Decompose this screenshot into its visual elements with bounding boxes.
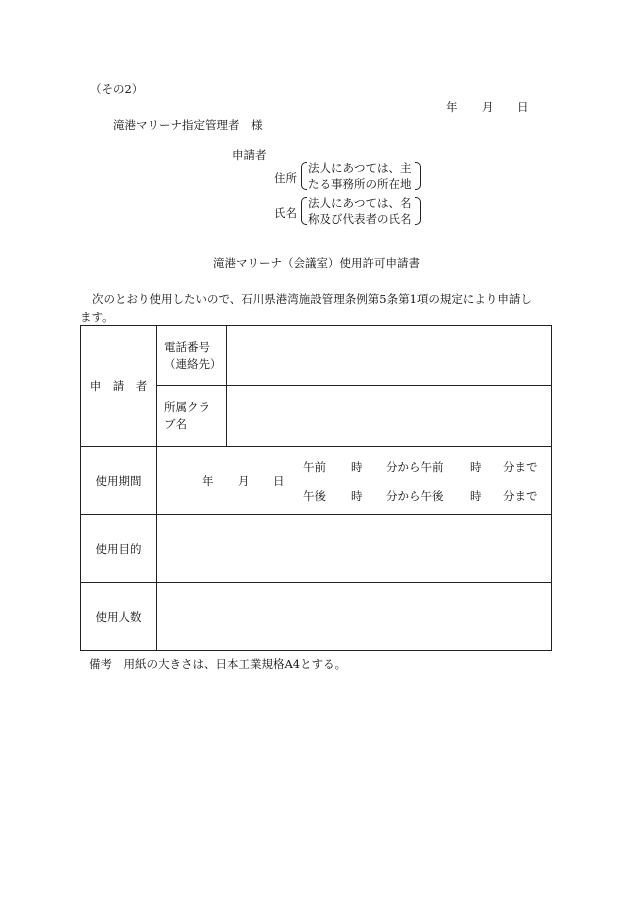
phone-label-cell xyxy=(157,326,227,386)
club-label-cell xyxy=(157,386,227,447)
name-note-open-bracket xyxy=(301,197,307,225)
period-day-unit: 日 xyxy=(273,474,285,488)
applicant-header-cell: 申 請 者 xyxy=(81,326,157,447)
body-text-line-2: ます。 xyxy=(80,310,114,324)
am-hour-2: 時 xyxy=(470,460,482,474)
application-table xyxy=(80,325,552,651)
period-label-cell: 使用期間 xyxy=(81,447,157,515)
period-month-unit: 月 xyxy=(238,474,250,488)
am-minute-until: 分まで xyxy=(503,460,538,474)
body-text-line-1: 次のとおり使用したいので、石川県港湾施設管理条例第5条第1項の規定により申請し xyxy=(92,292,532,306)
pm-minute-from: 分から午後 xyxy=(386,489,444,503)
address-label: 住所 xyxy=(274,171,297,185)
address-note-open-bracket xyxy=(301,162,307,190)
purpose-label-cell: 使用目的 xyxy=(81,515,157,583)
table-row-phone xyxy=(81,326,552,386)
phone-input-cell[interactable] xyxy=(227,326,552,386)
pm-minute-until: 分まで xyxy=(503,489,538,503)
name-note-close-bracket xyxy=(415,197,421,225)
form-number: （その2） xyxy=(90,82,144,96)
date-month-unit: 月 xyxy=(482,100,494,114)
am-minute-from: 分から午前 xyxy=(386,460,444,474)
am-hour: 時 xyxy=(351,460,363,474)
document-title: 滝港マリーナ（会議室）使用許可申請書 xyxy=(213,256,420,270)
pm-start: 午後 xyxy=(303,489,326,503)
people-label-cell: 使用人数 xyxy=(81,583,157,651)
am-start: 午前 xyxy=(303,460,326,474)
name-note-line-1: 法人にあつては、名 xyxy=(308,196,412,210)
address-note-line-2: たる事務所の所在地 xyxy=(308,177,412,191)
people-input-cell[interactable] xyxy=(157,583,552,651)
pm-hour: 時 xyxy=(351,489,363,503)
applicant-label: 申請者 xyxy=(232,148,267,162)
address-note-line-1: 法人にあつては、主 xyxy=(308,161,412,175)
name-note-line-2: 称及び代表者の氏名 xyxy=(308,212,412,226)
pm-hour-2: 時 xyxy=(470,489,482,503)
purpose-input-cell[interactable] xyxy=(157,515,552,583)
table-row-period xyxy=(81,447,552,515)
table-row-people xyxy=(81,583,552,651)
name-label: 氏名 xyxy=(274,206,297,220)
addressee: 滝港マリーナ指定管理者 様 xyxy=(113,118,263,132)
period-year-unit: 年 xyxy=(202,474,214,488)
address-note-close-bracket xyxy=(415,162,421,190)
club-label-line-1: 所属クラ xyxy=(164,400,210,414)
club-input-cell[interactable] xyxy=(227,386,552,447)
date-day-unit: 日 xyxy=(517,100,529,114)
table-row-purpose xyxy=(81,515,552,583)
footnote: 備考 用紙の大きさは、日本工業規格A4とする。 xyxy=(89,657,347,671)
club-label-line-2: ブ名 xyxy=(164,417,187,431)
phone-label-line-1: 電話番号 xyxy=(164,339,210,354)
period-input-cell[interactable] xyxy=(157,447,552,515)
phone-label-line-2: （連絡先） xyxy=(164,356,222,371)
date-year-unit: 年 xyxy=(446,100,458,114)
